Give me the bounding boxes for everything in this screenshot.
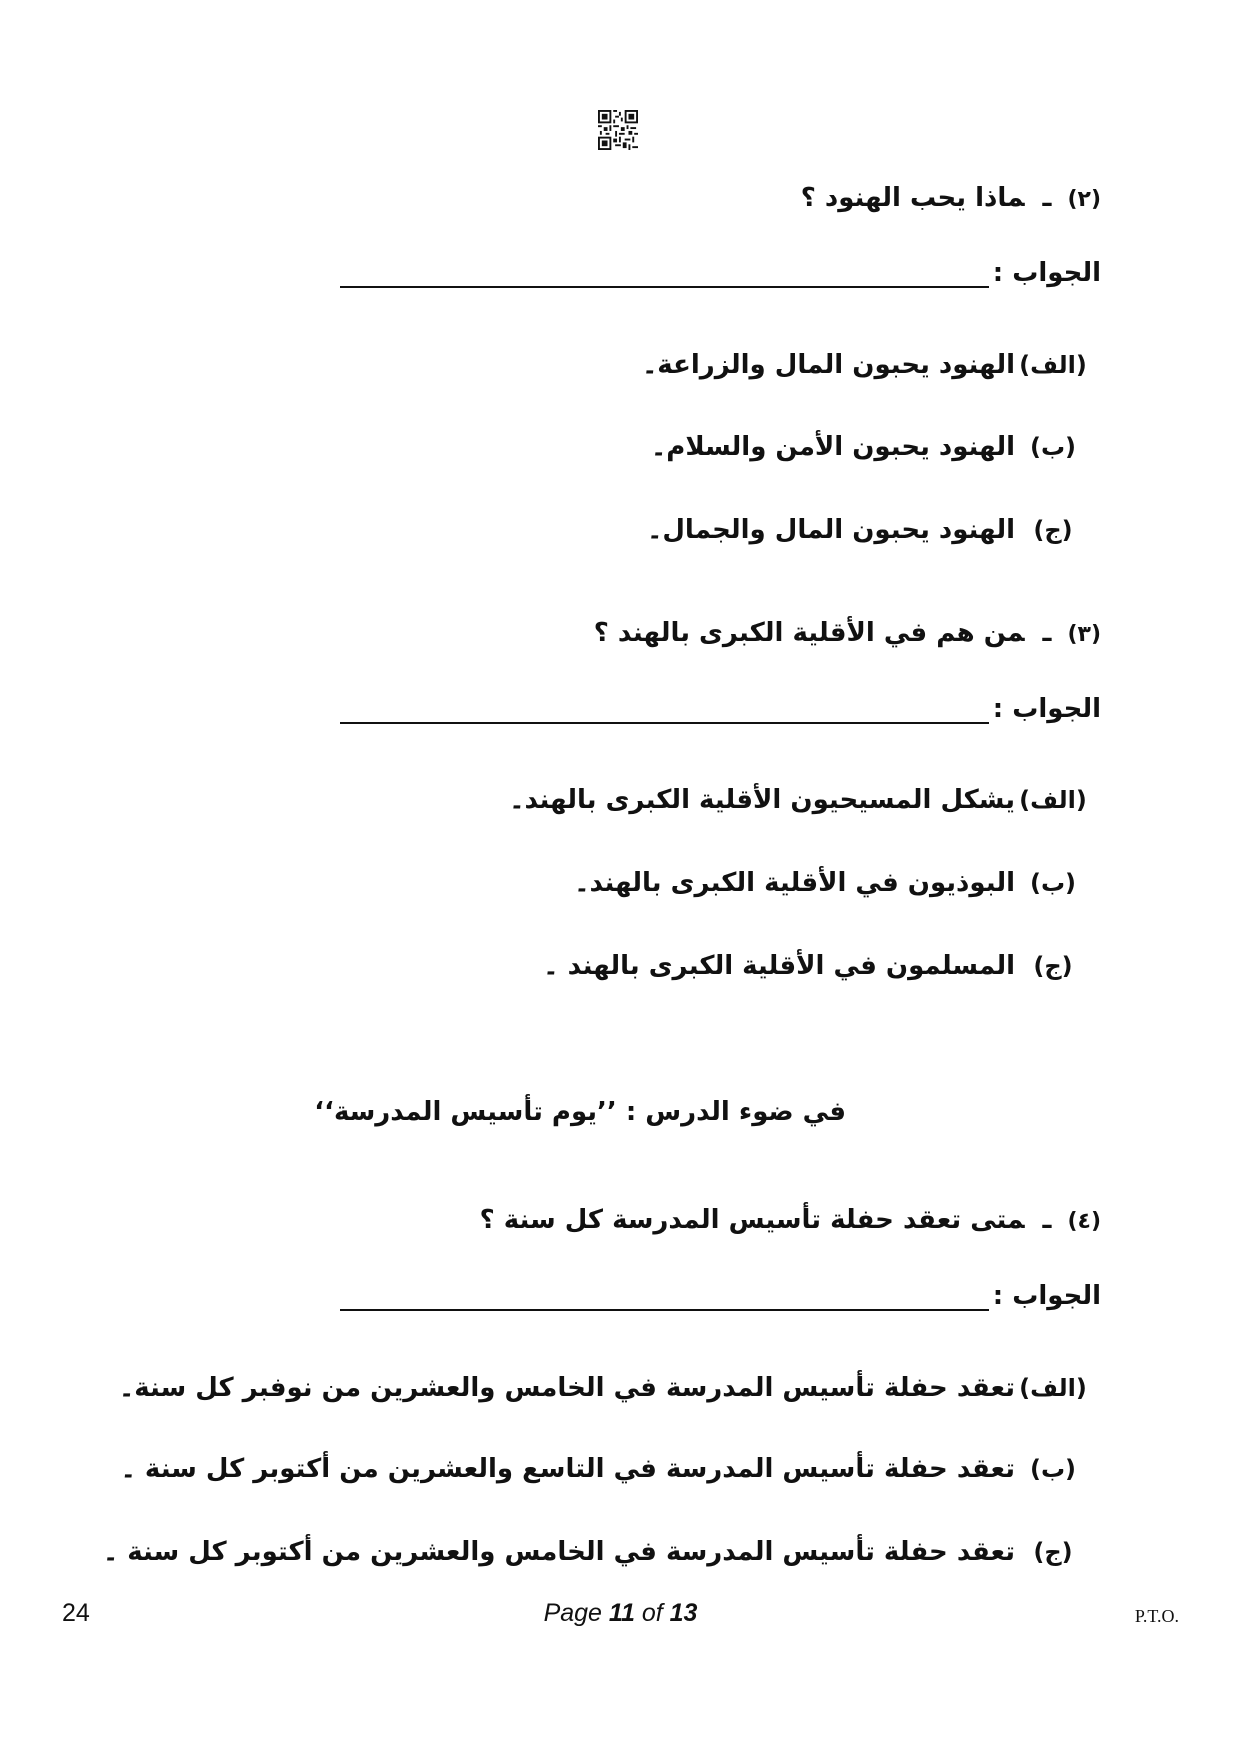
question-dash: ـ <box>1042 183 1052 213</box>
option-4-b <box>121 1454 1091 1484</box>
answer-label: الجواب : <box>992 1281 1101 1311</box>
option-3-c <box>543 951 1091 981</box>
answer-line[interactable] <box>340 1283 989 1311</box>
option-letter: (الف) <box>1019 786 1087 814</box>
option-text: الهنود يحبون الأمن والسلام۔ <box>651 432 1015 462</box>
question-4 <box>480 1205 1101 1235</box>
answer-line[interactable] <box>340 696 989 724</box>
answer-row-3 <box>340 694 1101 724</box>
question-number: (٣) <box>1067 622 1101 647</box>
option-text: يشكل المسيحيون الأقلية الكبرى بالهند۔ <box>509 785 1015 815</box>
option-2-c <box>647 515 1091 545</box>
option-3-b <box>574 868 1091 898</box>
question-dash: ـ <box>1042 1205 1052 1235</box>
option-text: تعقد حفلة تأسيس المدرسة في التاسع والعشرين من أكتوبر كل سنة ۔ <box>120 1454 1015 1484</box>
option-letter: (ج) <box>1033 516 1073 544</box>
option-letter: (ب) <box>1029 1455 1077 1483</box>
option-text: البوذيون في الأقلية الكبرى بالهند۔ <box>574 868 1015 898</box>
option-text: المسلمون في الأقلية الكبرى بالهند ۔ <box>543 951 1015 981</box>
question-text: من هم في الأقلية الكبرى بالهند ؟ <box>593 618 1025 648</box>
option-2-a <box>642 350 1091 380</box>
question-3 <box>594 618 1101 648</box>
page-total: 13 <box>669 1599 698 1627</box>
answer-label: الجواب : <box>992 694 1101 724</box>
option-4-a <box>119 1373 1091 1403</box>
question-dash: ـ <box>1042 618 1052 648</box>
qr-code-icon <box>598 110 638 150</box>
page-of: of <box>641 1599 663 1627</box>
option-text: الهنود يحبون المال والزراعة۔ <box>642 350 1015 380</box>
question-text: ماذا يحب الهنود ؟ <box>800 183 1025 213</box>
option-letter: (ج) <box>1033 1538 1073 1566</box>
option-2-b <box>651 432 1091 462</box>
question-number: (٤) <box>1067 1209 1101 1234</box>
option-text: تعقد حفلة تأسيس المدرسة في الخامس والعشرين من أكتوبر كل سنة ۔ <box>102 1537 1015 1567</box>
option-3-a <box>509 785 1091 815</box>
page-current: 11 <box>608 1599 635 1627</box>
option-letter: (ب) <box>1029 869 1077 897</box>
option-letter: (الف) <box>1019 1374 1087 1402</box>
option-letter: (ب) <box>1029 433 1077 461</box>
question-number: (٢) <box>1067 187 1101 212</box>
option-text: تعقد حفلة تأسيس المدرسة في الخامس والعشرين من نوفبر كل سنة۔ <box>119 1373 1015 1403</box>
question-text: متى تعقد حفلة تأسيس المدرسة كل سنة ؟ <box>479 1205 1025 1235</box>
question-2 <box>801 183 1101 213</box>
answer-row-2 <box>340 258 1101 288</box>
option-letter: (الف) <box>1019 351 1087 379</box>
lesson-heading: في ضوء الدرس : ’’يوم تأسيس المدرسة‘‘ <box>314 1097 846 1127</box>
answer-label: الجواب : <box>992 258 1101 288</box>
option-text: الهنود يحبون المال والجمال۔ <box>647 515 1015 545</box>
page-indicator <box>0 1599 1241 1628</box>
option-4-c <box>103 1537 1091 1567</box>
answer-row-4 <box>340 1281 1101 1311</box>
page-word: Page <box>543 1599 602 1627</box>
answer-line[interactable] <box>340 260 989 288</box>
paper-code: 24 <box>62 1599 90 1627</box>
option-letter: (ج) <box>1033 952 1073 980</box>
pto-label: P.T.O. <box>1134 1606 1179 1626</box>
